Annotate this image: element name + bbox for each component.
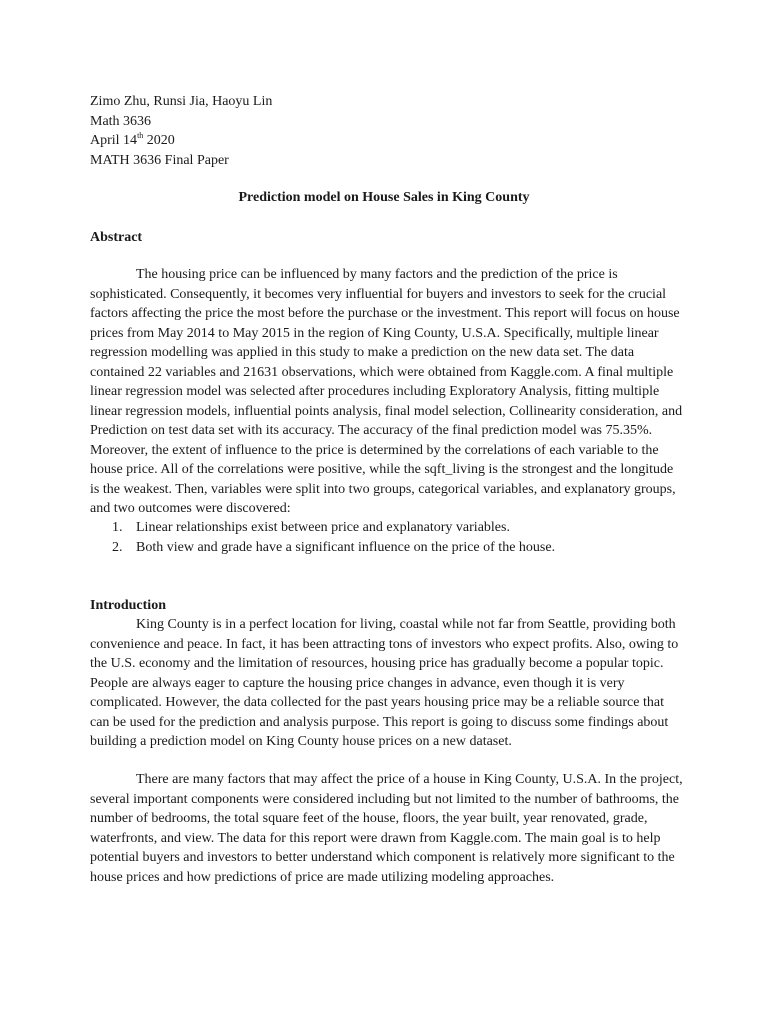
- abstract-line: sophisticated. Consequently, it becomes very influential for buyers and investors to seek for the crucial: [90, 286, 667, 302]
- abstract-heading: Abstract: [90, 230, 143, 245]
- abstract-line: regression modelling was applied in this study to make a prediction on the new data set. The data: [90, 345, 635, 360]
- date: [90, 131, 272, 151]
- intro-line: can be used for the prediction and analysis purpose. This report is going to discuss some findings about: [90, 714, 669, 730]
- introduction-heading: Introduction: [90, 598, 166, 613]
- intro-line: potential buyers and investors to better understand which component is relatively more significant to the: [90, 850, 675, 865]
- authors: Zimo Zhu, Runsi Jia, Haoyu Lin: [90, 94, 273, 109]
- intro-line: the U.S. economy and the limitation of resources, housing price has gradually become a popular topic.: [90, 656, 664, 671]
- list-number: 1.: [112, 520, 123, 535]
- intro-line: convenience and peace. In fact, it has been attracting tons of investors who expect profits. Also, owing to: [90, 636, 679, 652]
- intro-line: building a prediction model on King County house prices on a new dataset.: [90, 734, 512, 749]
- intro-line: house prices and how predictions of price are made utilizing modeling approaches.: [90, 869, 555, 885]
- list-text: Both view and grade have a significant influence on the price of the house.: [136, 539, 556, 555]
- list-item: [112, 538, 555, 558]
- abstract-line: Prediction on test data set with its accuracy. The accuracy of the final prediction model was 75.35%.: [90, 423, 653, 438]
- abstract-line: The housing price can be influenced by many factors and the prediction of the price is: [136, 267, 618, 282]
- abstract-line: house price. All of the correlations were positive, while the sqft_living is the strongest and the longitude: [90, 462, 674, 477]
- intro-line: waterfronts, and view. The data for this report were drawn from Kaggle.com. The main goal is to help: [90, 830, 661, 846]
- list-text: Linear relationships exist between price and explanatory variables.: [136, 520, 510, 535]
- abstract-line: and two outcomes were discovered:: [90, 501, 291, 516]
- date-superscript: th: [137, 131, 144, 140]
- abstract-line: Moreover, the extent of influence to the price is determined by the correlations of each variable to the: [90, 442, 659, 458]
- abstract-paragraph: [90, 265, 683, 519]
- abstract-line: linear regression models, influential points analysis, final model selection, Collinearity consideration, and: [90, 403, 683, 419]
- findings-list: [112, 518, 555, 557]
- abstract-line: linear regression model was selected after procedures including Exploratory Analysis, fitting multiple: [90, 384, 660, 399]
- intro-line: People are always eager to capture the housing price changes in advance, even though it is very: [90, 675, 625, 691]
- intro-line: number of bedrooms, the total square feet of the house, floors, the year built, year renovated, grade,: [90, 811, 648, 826]
- intro-line: There are many factors that may affect the price of a house in King County, U.S.A. In the project,: [136, 772, 683, 787]
- introduction-paragraph-1: [90, 615, 680, 752]
- introduction-paragraph-2: [90, 770, 683, 887]
- list-item: [112, 518, 555, 538]
- intro-line: several important components were considered including but not limited to the number of bathrooms, the: [90, 791, 680, 807]
- abstract-line: is the weakest. Then, variables were split into two groups, categorical variables, and explanatory groups,: [90, 481, 676, 497]
- course: Math 3636: [90, 113, 152, 129]
- abstract-line: factors affecting the price the most before the purchase or the investment. This report will focus on house: [90, 306, 680, 321]
- intro-line: complicated. However, the data collected for the past years housing price may be a reliable source that: [90, 695, 664, 710]
- abstract-line: prices from May 2014 to May 2015 in the region of King County, U.S.A. Specifically, multiple linear: [90, 325, 659, 341]
- paper-title: Prediction model on House Sales in King County: [238, 190, 530, 205]
- paper-label: MATH 3636 Final Paper: [90, 152, 229, 168]
- list-number: 2.: [112, 539, 123, 555]
- date-suffix: 2020: [143, 133, 175, 148]
- intro-line: King County is in a perfect location for living, coastal while not far from Seattle, providing both: [136, 617, 676, 632]
- abstract-line: contained 22 variables and 21631 observations, which were obtained from Kaggle.com. A final multiple: [90, 364, 674, 380]
- paper-header: [90, 92, 272, 170]
- date-prefix: April 14: [90, 133, 138, 148]
